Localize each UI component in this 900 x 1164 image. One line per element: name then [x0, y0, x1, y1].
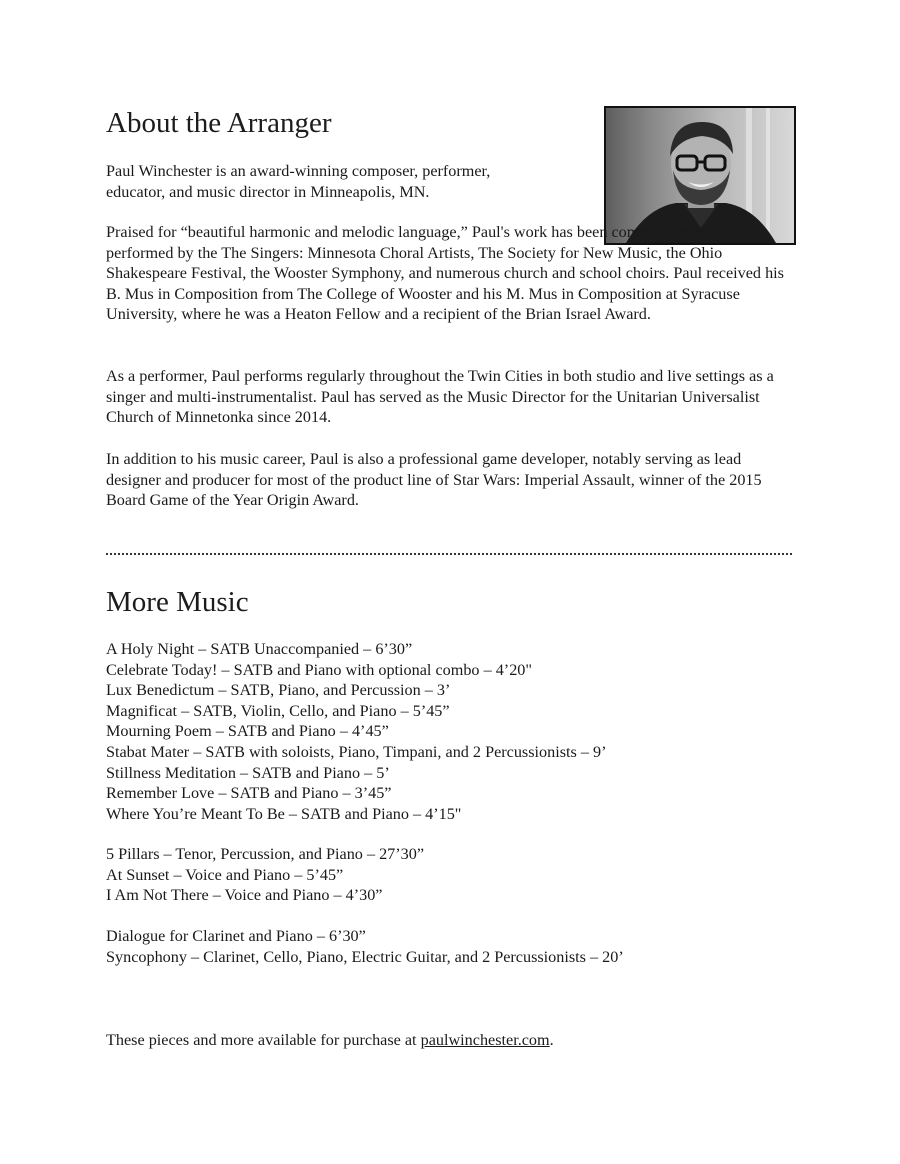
list-item: Dialogue for Clarinet and Piano – 6’30”	[106, 927, 366, 945]
list-item: A Holy Night – SATB Unaccompanied – 6’30”	[106, 640, 413, 658]
more-music-heading: More Music	[106, 586, 249, 618]
bio-paragraph-intro: Paul Winchester is an award-winning composer, performer, educator, and music director in Minneapolis, MN.	[106, 162, 491, 201]
bio-paragraph-game-developer: In addition to his music career, Paul is also a professional game developer, notably serving as lead designer and producer for most of the product line of Star Wars: Imperial Assault, winner of the 2015 Board Game of the Year Origin Award.	[106, 450, 762, 510]
list-item: Magnificat – SATB, Violin, Cello, and Piano – 5’45”	[106, 701, 450, 720]
website-link[interactable]: paulwinchester.com	[420, 1031, 550, 1049]
list-item: Stabat Mater – SATB with soloists, Piano, Timpani, and 2 Percussionists – 9’	[106, 742, 607, 761]
purchase-note-text: These pieces and more available for purchase at	[106, 1031, 421, 1049]
works-list-choral	[106, 639, 606, 824]
list-item: Lux Benedictum – SATB, Piano, and Percussion – 3’	[106, 681, 451, 700]
list-item: Where You’re Meant To Be – SATB and Piano – 4’15"	[106, 804, 462, 823]
list-item: I Am Not There – Voice and Piano – 4’30”	[106, 886, 383, 905]
purchase-note	[106, 1030, 554, 1051]
purchase-note-period: .	[549, 1031, 554, 1049]
list-item: Mourning Poem – SATB and Piano – 4’45”	[106, 722, 389, 741]
works-list-instrumental	[106, 926, 624, 967]
bio-paragraph-education: Praised for “beautiful harmonic and melodic language,” Paul's work has been commissioned and performed by the The Singers: Minnesota Choral Artists, The Society for New Music, the Ohio Shakespeare Festival, the Wooster Symphony, and numerous church and school choirs. Paul received his B. Mus in Composition from The College of Wooster and his M. Mus in Composition at Syracuse University, where he was a Heaton Fellow and a recipient of the Brian Israel Award.	[106, 223, 784, 324]
dotted-divider	[106, 553, 792, 555]
list-item: Remember Love – SATB and Piano – 3’45”	[106, 784, 392, 803]
list-item: 5 Pillars – Tenor, Percussion, and Piano – 27’30”	[106, 845, 425, 863]
works-list-solo-voice	[106, 844, 424, 906]
list-item: At Sunset – Voice and Piano – 5’45”	[106, 865, 344, 884]
bio-paragraph-performer: As a performer, Paul performs regularly throughout the Twin Cities in both studio and live settings as a singer and multi-instrumentalist. Paul has served as the Music Director for the Unitarian Universalist Church of Minnetonka since 2014.	[106, 367, 774, 427]
list-item: Celebrate Today! – SATB and Piano with optional combo – 4’20"	[106, 660, 532, 679]
list-item: Syncophony – Clarinet, Cello, Piano, Electric Guitar, and 2 Percussionists – 20’	[106, 947, 624, 966]
about-heading: About the Arranger	[106, 107, 332, 139]
list-item: Stillness Meditation – SATB and Piano – 5’	[106, 763, 390, 782]
